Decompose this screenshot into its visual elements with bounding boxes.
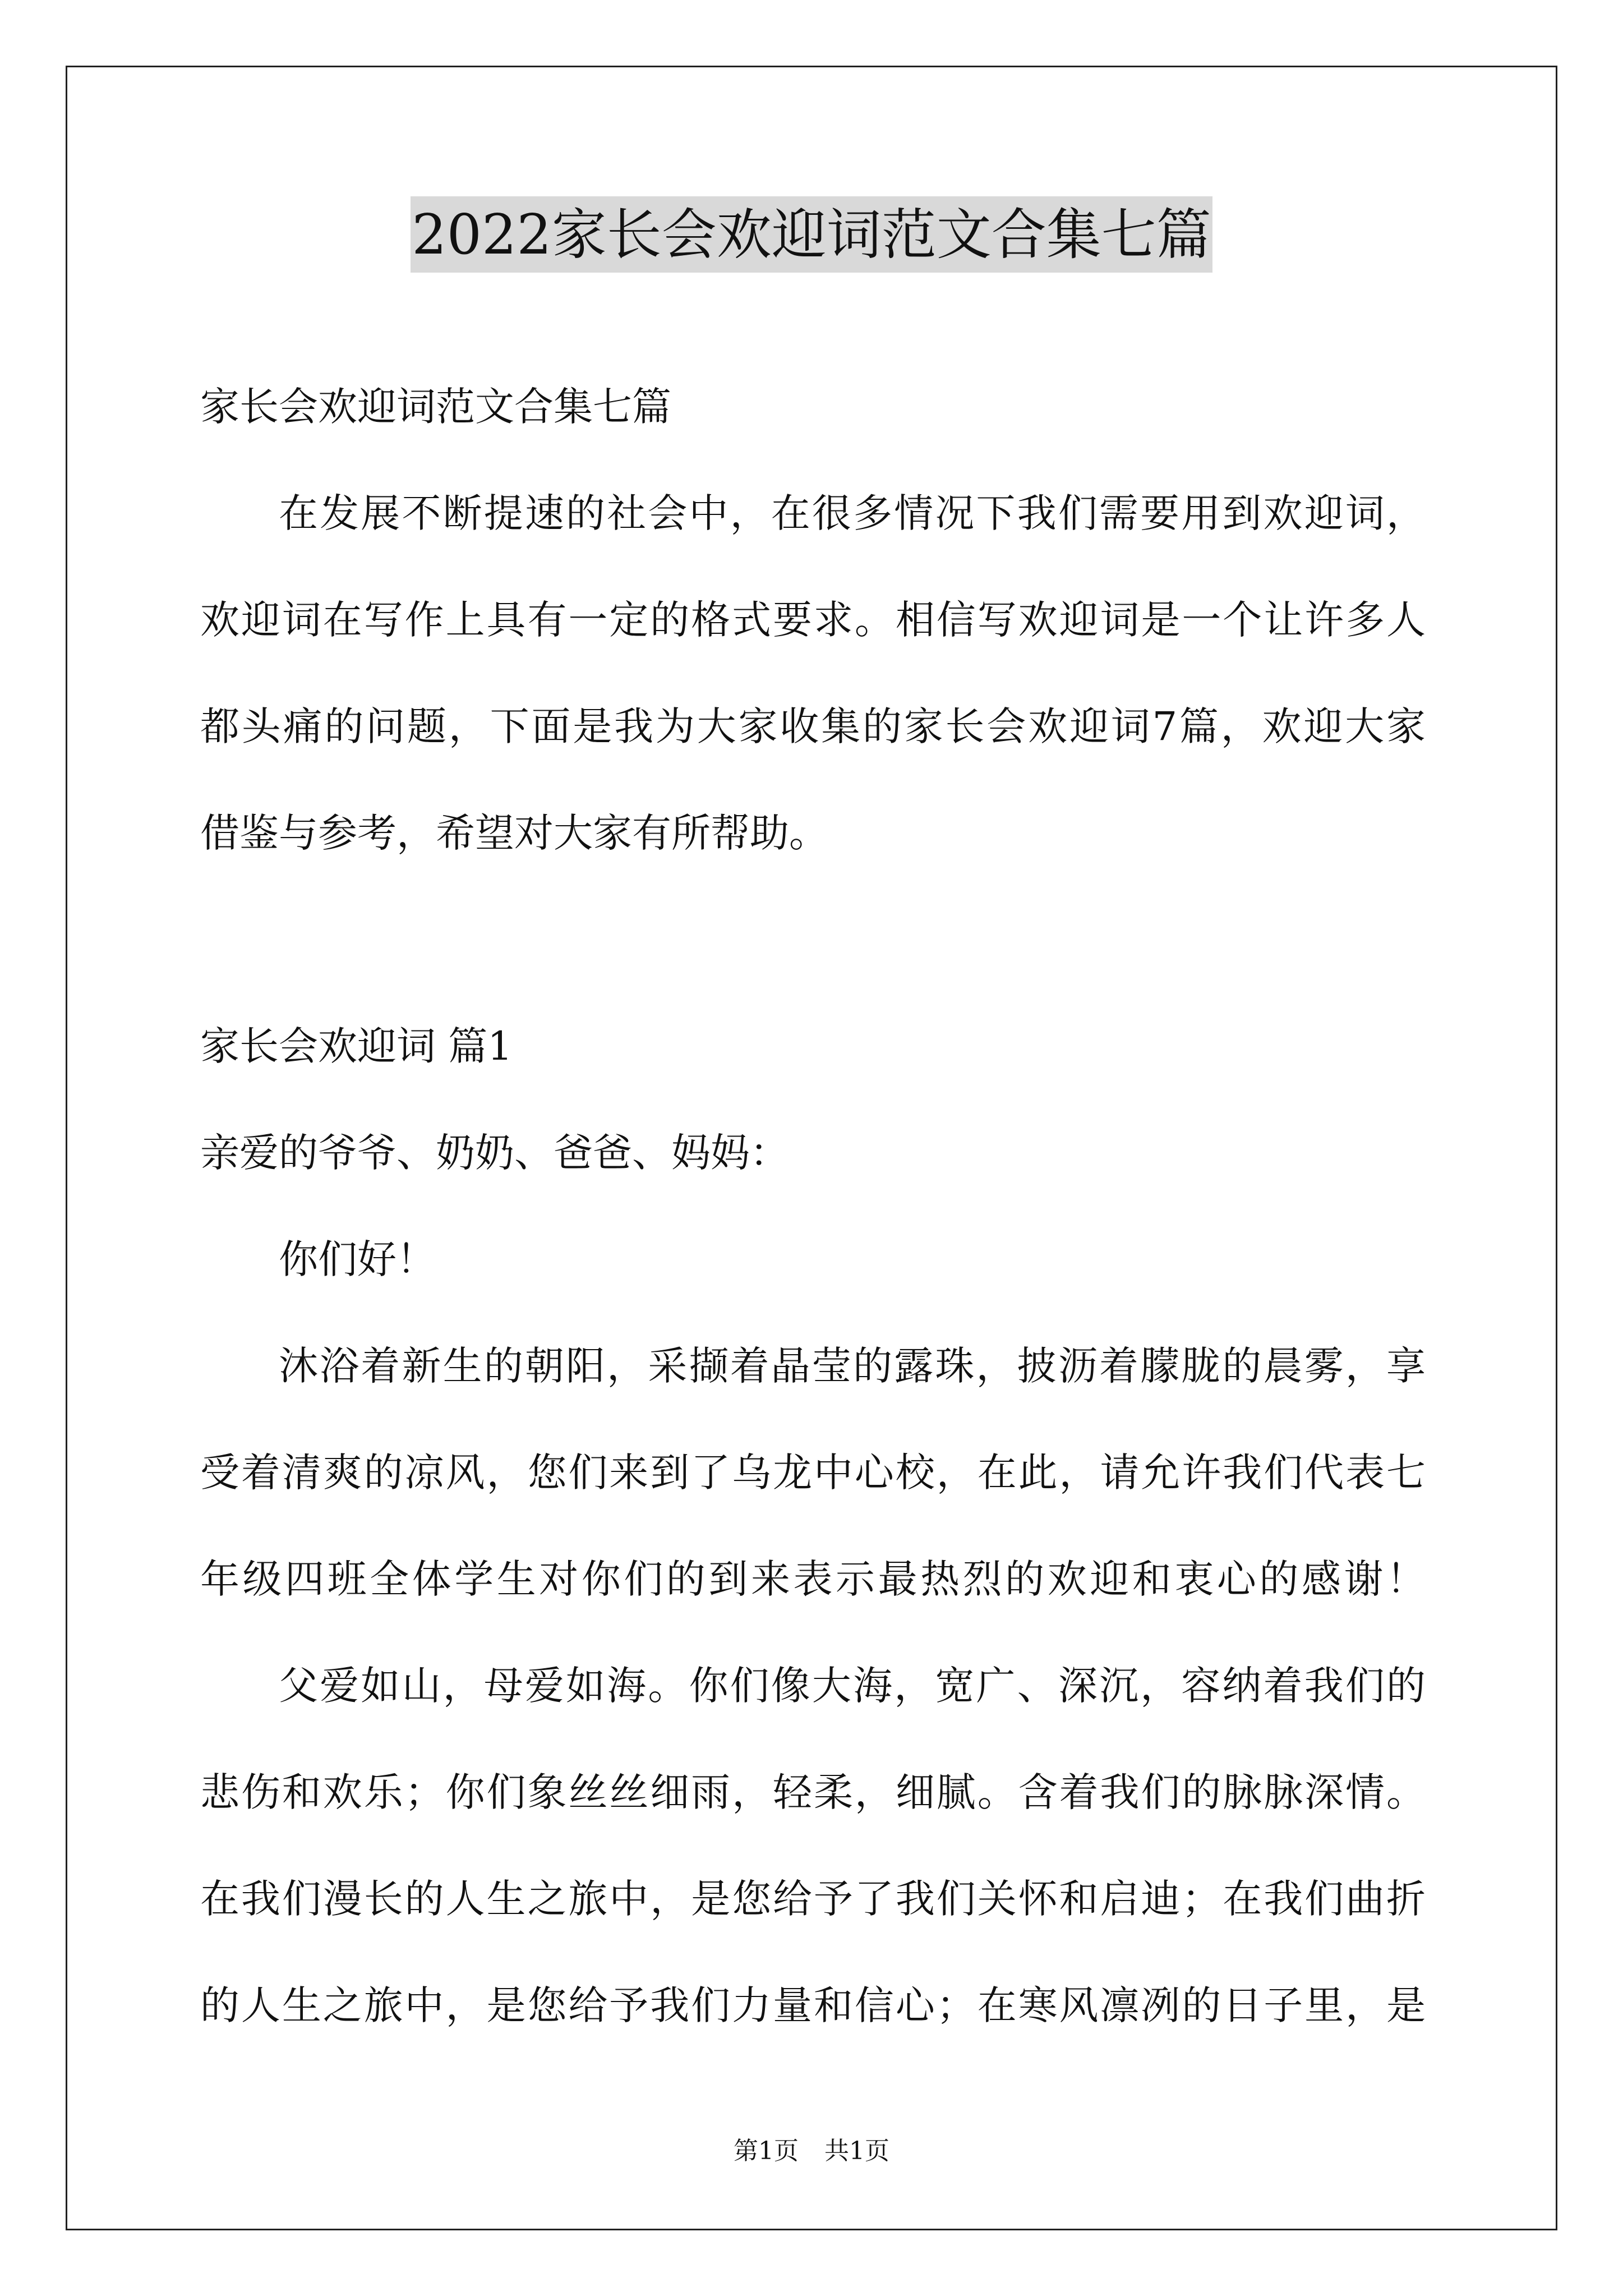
para1-line-3: 年级四班全体学生对你们的到来表示最热烈的欢迎和衷心的感谢！	[200, 1556, 1426, 1602]
salutation: 亲爱的爷爷、奶奶、爸爸、妈妈：	[200, 1130, 789, 1176]
page-number-total: 共1页	[824, 2137, 889, 2165]
blank-line	[200, 886, 1426, 993]
intro-line-2: 欢迎词在写作上具有一定的格式要求。相信写欢迎词是一个让许多人	[200, 597, 1426, 643]
para2-line-2: 悲伤和欢乐；你们象丝丝细雨，轻柔，细腻。含着我们的脉脉深情。	[200, 1769, 1426, 1815]
document-title	[0, 196, 1623, 273]
para1-line-2: 受着清爽的凉风，您们来到了乌龙中心校，在此，请允许我们代表七	[200, 1450, 1426, 1496]
para2-line-4: 的人生之旅中，是您给予我们力量和信心；在寒风凛冽的日子里，是	[200, 1982, 1426, 2028]
document-title-text: 2022家长会欢迎词范文合集七篇	[411, 196, 1212, 273]
para2-line-3: 在我们漫长的人生之旅中，是您给予了我们关怀和启迪；在我们曲折	[200, 1876, 1426, 1922]
greeting: 你们好！	[279, 1236, 436, 1282]
intro-line-4: 借鉴与参考，希望对大家有所帮助。	[200, 810, 828, 856]
document-subtitle: 家长会欢迎词范文合集七篇	[200, 384, 671, 430]
intro-line-1: 在发展不断提速的社会中，在很多情况下我们需要用到欢迎词，	[279, 490, 1426, 536]
para2-line-1: 父爱如山，母爱如海。你们像大海，宽广、深沉，容纳着我们的	[279, 1663, 1426, 1709]
intro-line-3: 都头痛的问题，下面是我为大家收集的家长会欢迎词7篇，欢迎大家	[200, 703, 1426, 749]
document-body	[200, 353, 1426, 2059]
page-number-current: 第1页	[734, 2137, 799, 2165]
para1-line-1: 沐浴着新生的朝阳，采撷着晶莹的露珠，披沥着朦胧的晨雾，享	[279, 1343, 1426, 1389]
page-footer	[0, 2131, 1623, 2166]
section-heading: 家长会欢迎词 篇1	[200, 1023, 513, 1069]
